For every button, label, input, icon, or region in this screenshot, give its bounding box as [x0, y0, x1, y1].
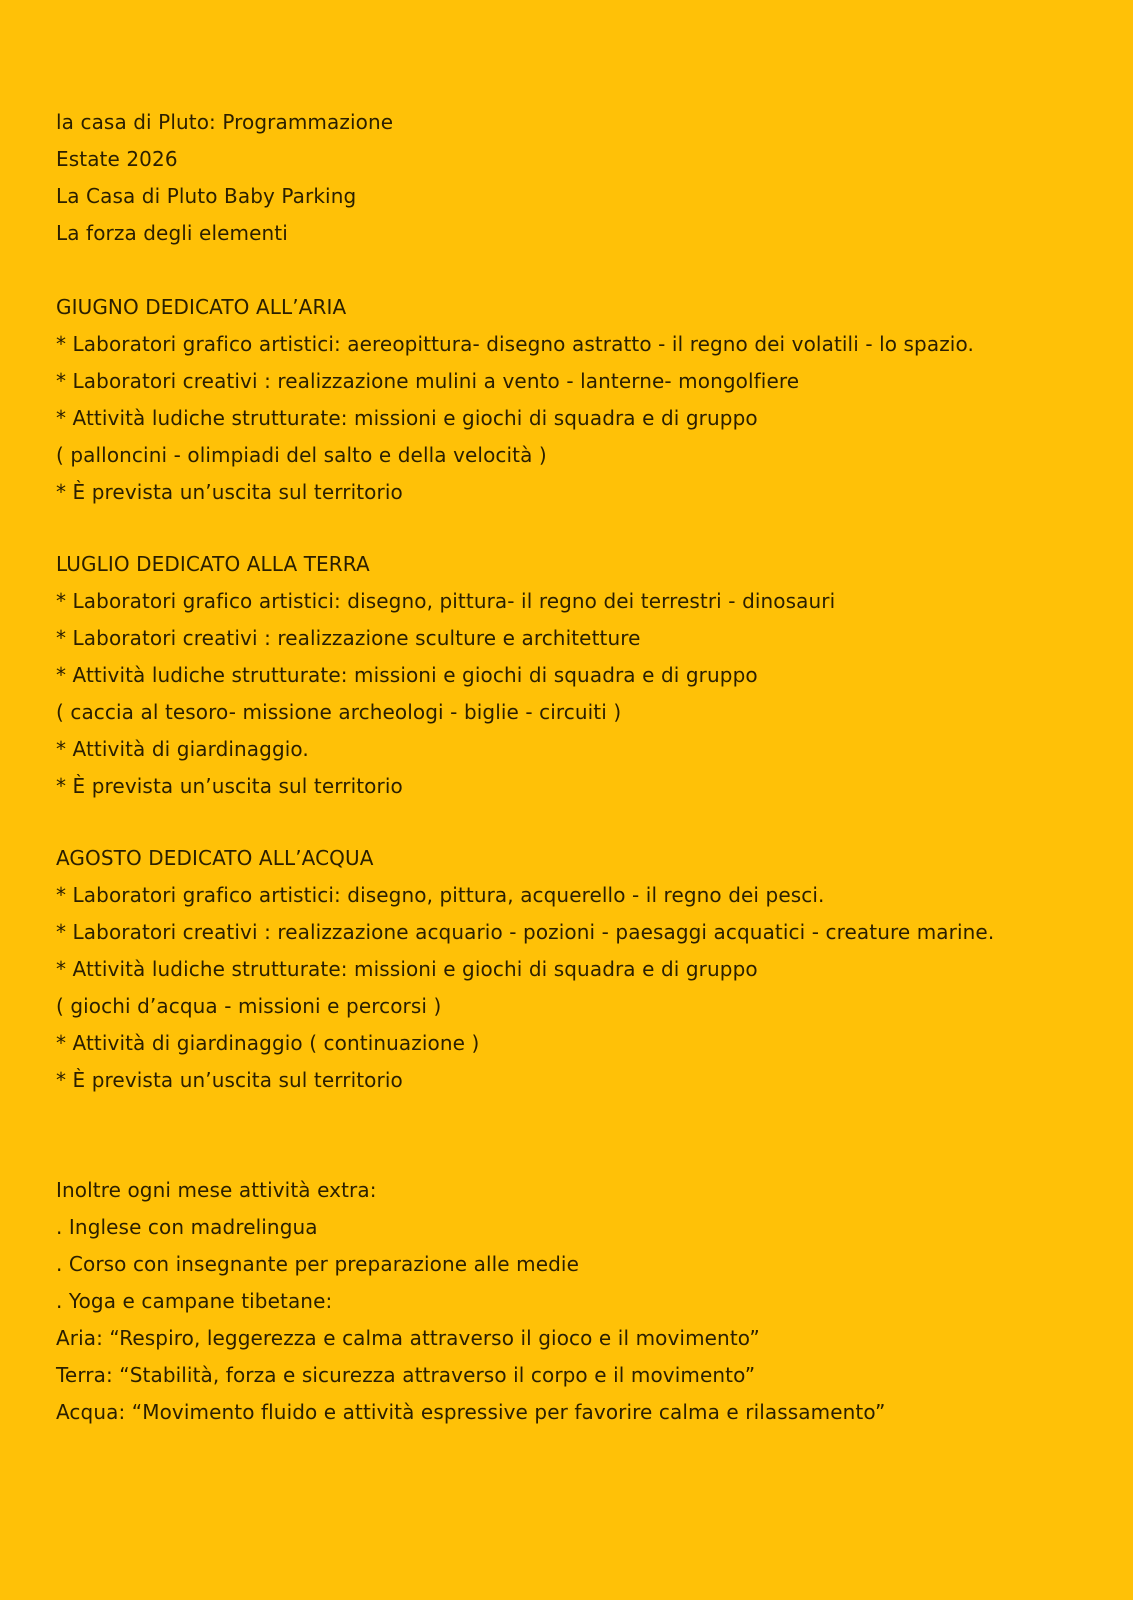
section-line: ( caccia al tesoro- missione archeologi - biglie - circuiti ): [56, 700, 622, 724]
section-title: LUGLIO DEDICATO ALLA TERRA: [56, 552, 370, 576]
section-august: [56, 840, 1096, 1099]
section-line: * Attività di giardinaggio.: [56, 737, 309, 761]
extra-line: Inoltre ogni mese attività extra:: [56, 1178, 377, 1202]
section-line: * Laboratori creativi : realizzazione acquario - pozioni - paesaggi acquatici - creature marine.: [56, 920, 995, 944]
section-line: * Laboratori grafico artistici: disegno, pittura, acquerello - il regno dei pesci.: [56, 883, 825, 907]
section-june: [56, 289, 1096, 511]
header-line: la casa di Pluto: Programmazione: [56, 110, 394, 134]
section-line: * È prevista un’uscita sul territorio: [56, 1068, 403, 1092]
section-line: ( palloncini - olimpiadi del salto e della velocità ): [56, 443, 547, 467]
header-line: Estate 2026: [56, 147, 178, 171]
section-line: ( giochi d’acqua - missioni e percorsi ): [56, 994, 442, 1018]
section-title: AGOSTO DEDICATO ALL’ACQUA: [56, 846, 374, 870]
section-line: * Laboratori creativi : realizzazione mulini a vento - lanterne- mongolfiere: [56, 369, 800, 393]
extra-line: Terra: “Stabilità, forza e sicurezza attraverso il corpo e il movimento”: [56, 1363, 756, 1387]
extra-activities: [56, 1172, 1096, 1431]
extra-line: Aria: “Respiro, leggerezza e calma attraverso il gioco e il movimento”: [56, 1326, 760, 1350]
document-page: [56, 104, 1096, 1431]
header-line: La Casa di Pluto Baby Parking: [56, 184, 357, 208]
section-line: * Laboratori grafico artistici: aereopittura- disegno astratto - il regno dei volatili - lo spazio.: [56, 332, 974, 356]
section-line: * Laboratori grafico artistici: disegno, pittura- il regno dei terrestri - dinosauri: [56, 589, 836, 613]
extra-line: . Inglese con madrelingua: [56, 1215, 318, 1239]
section-line: * Attività ludiche strutturate: missioni e giochi di squadra e di gruppo: [56, 957, 758, 981]
section-line: * Attività di giardinaggio ( continuazione ): [56, 1031, 480, 1055]
section-line: * Attività ludiche strutturate: missioni e giochi di squadra e di gruppo: [56, 406, 758, 430]
extra-line: . Yoga e campane tibetane:: [56, 1289, 333, 1313]
section-line: * Attività ludiche strutturate: missioni e giochi di squadra e di gruppo: [56, 663, 758, 687]
section-july: [56, 546, 1096, 805]
section-line: * Laboratori creativi : realizzazione sculture e architetture: [56, 626, 641, 650]
header-line: La forza degli elementi: [56, 221, 288, 245]
section-line: * È prevista un’uscita sul territorio: [56, 480, 403, 504]
extra-line: . Corso con insegnante per preparazione alle medie: [56, 1252, 579, 1276]
section-title: GIUGNO DEDICATO ALL’ARIA: [56, 295, 347, 319]
section-line: * È prevista un’uscita sul territorio: [56, 774, 403, 798]
extra-line: Acqua: “Movimento fluido e attività espressive per favorire calma e rilassamento”: [56, 1400, 886, 1424]
document-header: [56, 104, 1096, 252]
